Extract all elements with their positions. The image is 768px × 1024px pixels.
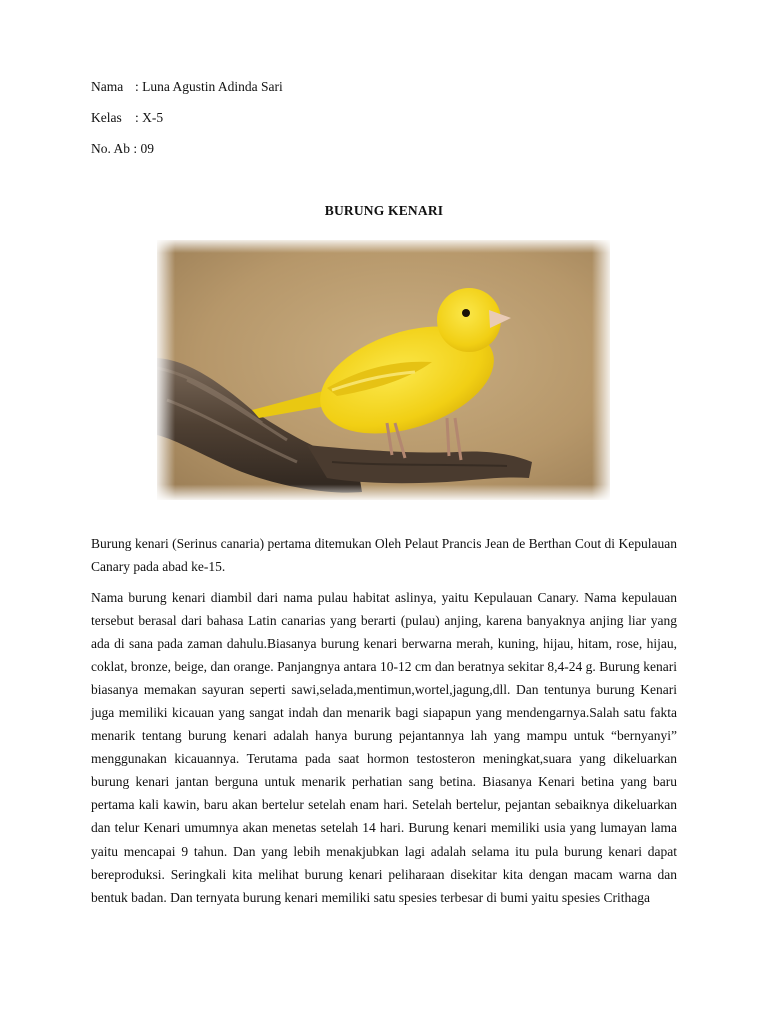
canary-photo [157, 240, 610, 500]
document-title: BURUNG KENARI [324, 203, 444, 218]
paragraph-intro: Burung kenari (Serinus canaria) pertama ditemukan Oleh Pelaut Prancis Jean de Berthan Cout di Kepulauan Canary pada abad ke-15. [91, 535, 677, 574]
student-name-value: : Luna Agustin Adinda Sari [135, 79, 283, 94]
student-class-line [91, 109, 163, 127]
student-name-label: Nama [91, 79, 124, 94]
student-name-line [91, 78, 283, 96]
student-number-label: No. Ab [91, 141, 131, 156]
student-class-value: : X-5 [135, 110, 164, 125]
paragraph-body: Nama burung kenari diambil dari nama pulau habitat aslinya, yaitu Kepulauan Canary. Nama kepulauan tersebut berasal dari bahasa Latin canarias yang berarti (pulau) anjing, karena banyaknya anjing liar yang ada di sana pada zaman dahulu.Biasanya burung kenari berwarna merah, kuning, hijau, hitam, rose, hijau, coklat, bronze, beige, dan orange. Panjangnya antara 10-12 cm dan beratnya sekitar 8,4-24 g. Burung kenari biasanya memakan sayuran seperti sawi,selada,mentimun,wortel,jagung,dll. Dan tentunya burung Kenari juga memiliki kicauan yang sangat indah dan menarik bagi siapapun yang mendengarnya.Salah satu fakta menarik tentang burung kenari adalah hanya burung pejantannya lah yang mampu untuk “bernyanyi” menggunakan kicauannya. Terutama pada saat hormon testosteron meningkat,suara yang dikeluarkan burung kenari jantan berguna untuk menarik perhatian sang betina. Biasanya Kenari betina yang baru pertama kali kawin, baru akan bertelur setelah enam hari. Setelah bertelur, pejantan sebaiknya dikeluarkan dan telur Kenari umumnya akan menetas setelah 14 hari. Burung kenari memiliki usia yang lumayan lama yaitu mencapai 9 tahun. Dan yang lebih menakjubkan lagi adalah selama itu pula burung kenari dapat bereproduksi. Seringkali kita melihat burung kenari peliharaan disekitar kita dengan macam warna dan bentuk badan. Dan ternyata burung kenari memiliki satu spesies terbesar di bumi yaitu spesies Crithaga [91, 589, 677, 905]
student-class-label: Kelas [91, 110, 122, 125]
student-number-value: : 09 [133, 141, 155, 156]
student-number-line [91, 140, 154, 158]
